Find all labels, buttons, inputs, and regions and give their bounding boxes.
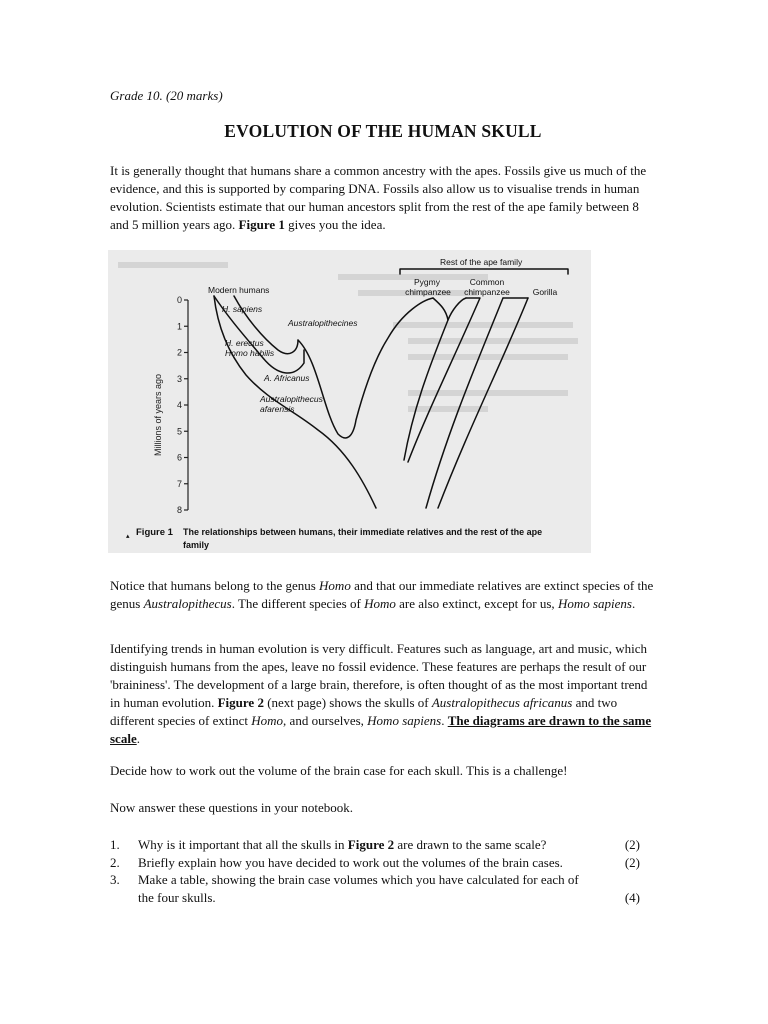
p2-italic: Homo sapiens xyxy=(557,596,632,611)
p3-text: and two different species of extinct xyxy=(110,695,618,728)
question-text: Why is it important that all the skulls in xyxy=(138,837,348,852)
label-h-sapiens: H. sapiens xyxy=(222,304,263,314)
question-number: 1. xyxy=(110,837,120,852)
figure-caption-line-2: family xyxy=(183,540,210,550)
question-number: 2. xyxy=(110,854,120,870)
caption-bullet: ▴ xyxy=(126,533,130,540)
y-tick-label: 8 xyxy=(176,505,182,515)
label-gorilla: Gorilla xyxy=(532,287,558,297)
paragraph-instructions: Now answer these questions in your notebook. xyxy=(110,800,353,815)
p2-text: Notice that humans belong to the genus xyxy=(110,578,320,593)
label-modern-humans: Modern humans xyxy=(208,285,270,295)
question-bold: Figure 2 xyxy=(347,837,395,852)
intro-paragraph xyxy=(110,162,656,234)
question-text: are drawn to the same scale? xyxy=(394,837,547,852)
intro-figure-ref: Figure 1 xyxy=(238,217,285,232)
intro-text-1: It is generally thought that humans share a common ancestry with the apes. Fossils give us much of the evidence, and this is supported by comparing DNA. Fossils also allow us to visualise trends in human evolution. Scientists estimate that our human ancestors split from the rest of the ape family between 8 and 5 million years ago. xyxy=(110,163,647,232)
y-axis-label: Millions of years ago xyxy=(153,373,163,457)
y-tick-label: 6 xyxy=(176,452,182,463)
label-aus-afarensis-2: afarensis xyxy=(260,404,295,414)
question-text: Make a table, showing the brain case volumes which you have calculated for each of the four skulls. xyxy=(138,872,579,905)
label-common-1: Common xyxy=(469,277,505,287)
y-tick-label: 7 xyxy=(176,478,182,489)
label-australopithecines: Australopithecines xyxy=(288,318,358,328)
label-aus-afarensis-1: Australopithecus xyxy=(260,394,323,404)
question-item xyxy=(110,836,640,854)
question-list xyxy=(110,836,640,906)
question-marks: (2) xyxy=(624,837,640,852)
y-tick-label: 1 xyxy=(176,321,182,332)
p3-text: Identifying trends in human evolution is very difficult. Features such as language, art and music, which distinguish humans from the apes, leave no fossil evidence. These features are perhaps the result of our 'braininess'. The development of a large brain, therefore, is often thought of as the most important trend in human evolution. xyxy=(110,641,648,710)
question-item xyxy=(110,871,640,906)
figure-1-diagram xyxy=(108,250,591,553)
y-tick-label: 5 xyxy=(176,426,182,437)
p2-italic: Homo xyxy=(319,578,351,593)
p3-italic: Homo sapiens xyxy=(367,713,442,728)
p2-text: and that our immediate relatives are extinct species of the genus xyxy=(110,578,654,611)
paragraph-genus xyxy=(110,577,656,613)
page-title: EVOLUTION OF THE HUMAN SKULL xyxy=(224,121,542,141)
question-marks: (4) xyxy=(624,889,640,905)
p3-text: . xyxy=(136,731,140,746)
question-marks: (2) xyxy=(624,854,640,870)
paragraph-trends xyxy=(110,640,656,748)
figure-caption-label: Figure 1 xyxy=(136,527,173,538)
p3-italic: Homo xyxy=(251,713,284,728)
p2-text: . xyxy=(631,596,636,611)
y-tick-label: 3 xyxy=(176,373,182,384)
p2-text: . The different species of xyxy=(231,596,365,611)
p2-italic: Australopithecus xyxy=(143,596,232,611)
p2-text: are also extinct, except for us, xyxy=(395,596,558,611)
label-pygmy-1: Pygmy xyxy=(414,277,440,287)
p3-text: (next page) shows the skulls of xyxy=(263,695,432,710)
grade-marks-line: Grade 10. (20 marks) xyxy=(110,88,223,103)
y-tick-label: 0 xyxy=(176,295,182,305)
question-text: Briefly explain how you have decided to work out the volumes of the brain cases. xyxy=(138,854,563,870)
question-item xyxy=(110,854,640,872)
p3-text: . xyxy=(441,713,448,728)
p3-bold-underline: The diagrams are drawn to the same scale xyxy=(110,713,652,746)
label-a-africanus: A. Africanus xyxy=(264,373,310,383)
label-common-2: chimpanzee xyxy=(464,287,510,297)
intro-text-2: gives you the idea. xyxy=(284,217,386,232)
label-group: Rest of the ape family xyxy=(440,257,523,267)
paragraph-challenge: Decide how to work out the volume of the brain case for each skull. This is a challenge! xyxy=(110,763,568,778)
label-h-erectus: H. erectus xyxy=(225,338,264,348)
p3-text: , and ourselves, xyxy=(283,713,368,728)
p3-italic: Australopithecus africanus xyxy=(431,695,573,710)
y-tick-label: 4 xyxy=(176,400,182,410)
y-tick-label: 2 xyxy=(176,347,182,358)
label-pygmy-2: chimpanzee xyxy=(405,287,451,297)
p2-italic: Homo xyxy=(364,596,396,611)
p3-bold: Figure 2 xyxy=(217,695,264,710)
label-homo-habilis: Homo habilis xyxy=(225,348,275,358)
figure-caption-line-1: The relationships between humans, their immediate relatives and the rest of the ape xyxy=(183,527,543,537)
question-number: 3. xyxy=(110,872,120,887)
